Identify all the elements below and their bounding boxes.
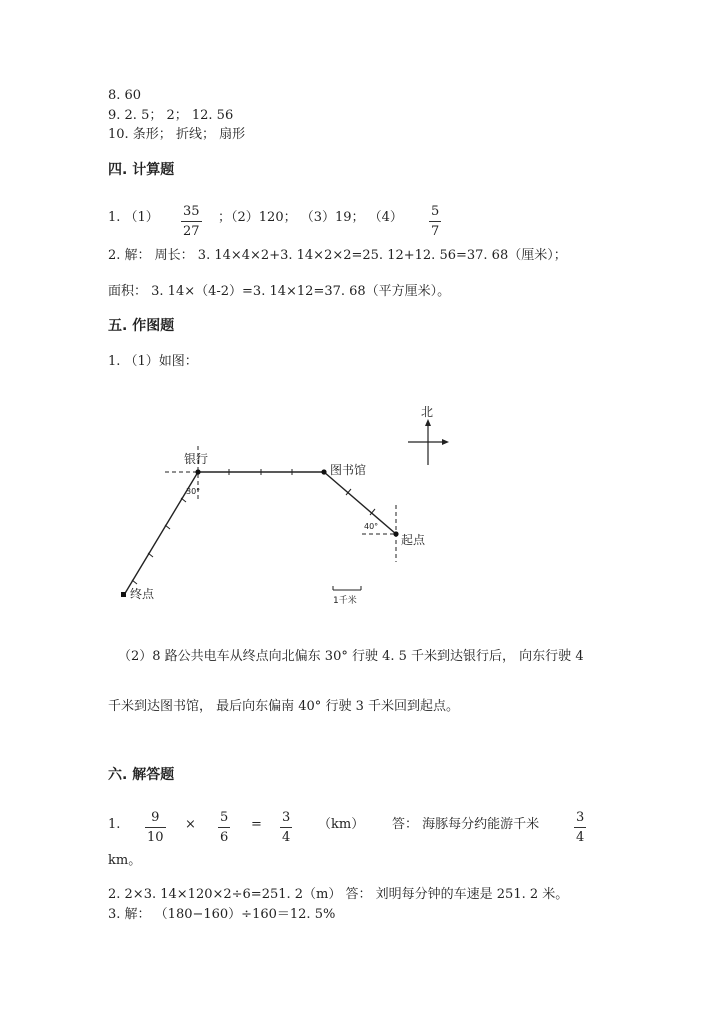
s6-q1-equals: = bbox=[251, 817, 262, 832]
s6-q1-fraction-d bbox=[574, 810, 586, 845]
s5-q2-line-2: 千米到达图书馆， 最后向东偏南 40° 行驶 3 千米回到起点。 bbox=[108, 699, 459, 714]
compass-east-arrow-icon bbox=[442, 439, 449, 445]
fraction-denominator: 4 bbox=[576, 830, 585, 845]
scale-label: 1千米 bbox=[333, 596, 357, 606]
section-5-title: 五. 作图题 bbox=[108, 318, 175, 334]
fraction-denominator: 4 bbox=[282, 830, 291, 845]
s4-q1-middle: ；（2）120； （3）19； （4） bbox=[218, 210, 403, 225]
route-tick-marks bbox=[132, 469, 375, 584]
start-angle-label: 40° bbox=[364, 522, 379, 531]
s6-q2: 2. 2×3. 14×120×2÷6=251. 2（m） 答： 刘明每分钟的车速是 251. 2 米。 bbox=[108, 887, 569, 902]
route-library-to-start bbox=[324, 472, 396, 534]
library-point bbox=[321, 469, 326, 474]
fraction-numerator: 35 bbox=[183, 204, 200, 219]
fraction-numerator: 5 bbox=[220, 810, 229, 825]
start-label: 起点 bbox=[401, 533, 426, 547]
s4-q2-line-1: 2. 解： 周长： 3. 14×4×2+3. 14×2×2=25. 12+12. 56=37. 68（厘米）； bbox=[108, 248, 567, 263]
fraction-bar bbox=[574, 827, 586, 828]
s6-q1-label: 1. bbox=[108, 817, 121, 832]
fraction-bar bbox=[280, 827, 292, 828]
answer-9: 9. 2. 5； 2； 12. 56 bbox=[108, 108, 234, 123]
end-label: 终点 bbox=[130, 587, 155, 601]
fraction-numerator: 5 bbox=[431, 204, 440, 219]
s6-q1-tail: km。 bbox=[108, 853, 142, 868]
compass-north-arrow-icon bbox=[425, 419, 431, 426]
s6-q1-fraction-b bbox=[218, 810, 230, 845]
fraction-numerator: 3 bbox=[282, 810, 291, 825]
answer-10: 10. 条形； 折线； 扇形 bbox=[108, 127, 246, 142]
compass-north-label: 北 bbox=[421, 405, 434, 419]
bank-point bbox=[195, 469, 200, 474]
fraction-numerator: 9 bbox=[151, 810, 160, 825]
section-4-title: 四. 计算题 bbox=[108, 162, 175, 178]
s6-q3: 3. 解： （180−160）÷160＝12. 5% bbox=[108, 907, 336, 922]
s5-q2-line-1: （2）8 路公共电车从终点向北偏东 30° 行驶 4. 5 千米到达银行后， 向东行驶 4 bbox=[118, 649, 584, 664]
fraction-bar bbox=[145, 827, 166, 828]
end-point bbox=[121, 592, 126, 597]
library-label: 图书馆 bbox=[330, 463, 367, 477]
fraction-denominator: 6 bbox=[220, 830, 229, 845]
s6-q1-fraction-c bbox=[280, 810, 292, 845]
fraction-bar bbox=[218, 827, 230, 828]
s6-q1-answer: 答： 海豚每分约能游千米 bbox=[392, 817, 540, 832]
s6-q1-fraction-a bbox=[145, 810, 166, 845]
answer-8: 8. 60 bbox=[108, 88, 142, 103]
s5-q1-label: 1. （1）如图： bbox=[108, 354, 198, 369]
s4-q2-line-2: 面积： 3. 14×（4-2）=3. 14×12=37. 68（平方厘米）。 bbox=[108, 284, 451, 299]
bank-angle-label: 30° bbox=[186, 487, 201, 496]
fraction-denominator: 7 bbox=[431, 224, 440, 239]
section-6-title: 六. 解答题 bbox=[108, 767, 175, 783]
fraction-denominator: 27 bbox=[183, 224, 200, 239]
s4-q1-prefix: 1. （1） bbox=[108, 210, 159, 225]
s6-q1-times: × bbox=[185, 817, 196, 832]
start-point bbox=[393, 531, 398, 536]
s6-q1-unit: （km） bbox=[318, 817, 365, 832]
fraction-numerator: 3 bbox=[576, 810, 585, 825]
bank-label: 银行 bbox=[184, 452, 209, 466]
fraction-denominator: 10 bbox=[147, 830, 164, 845]
